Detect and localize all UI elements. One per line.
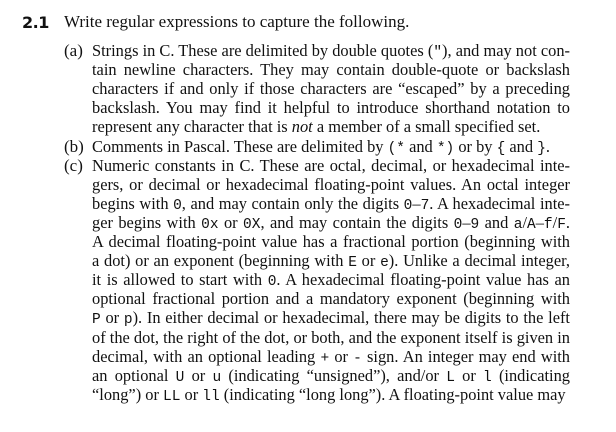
text-fragment: tain newline characters. They may contain double-quote or backslash <box>92 60 570 80</box>
text-fragment: an optional <box>92 365 176 385</box>
exercise-intro: Write regular expressions to capture the following. <box>64 12 410 31</box>
code-fragment: 0 <box>453 216 463 233</box>
part-label: (c) <box>64 155 83 175</box>
code-fragment: p <box>123 312 133 329</box>
text-fragment: , and may contain only the digits <box>181 193 404 213</box>
code-fragment: + <box>320 350 330 367</box>
code-fragment: A <box>527 216 536 233</box>
text-fragment: or <box>180 384 203 404</box>
text-fragment: “long”) or <box>92 384 163 404</box>
text-fragment: or <box>218 212 244 232</box>
text-fragment: or by <box>454 136 497 156</box>
text-fragment: (indicating <box>491 365 570 385</box>
text-line <box>92 328 570 347</box>
text-fragment: ). In either decimal or hexadecimal, there may be digits to the left <box>132 308 570 328</box>
code-fragment: P <box>92 312 101 329</box>
code-fragment: 0x <box>201 216 219 233</box>
text-fragment: / <box>552 212 558 232</box>
code-fragment: - <box>353 350 362 367</box>
text-fragment: / <box>522 212 528 232</box>
text-line <box>92 289 570 308</box>
emphasis-text: not <box>291 117 313 137</box>
code-fragment: a <box>513 216 523 233</box>
text-fragment: Strings in C. These are delimited by double quotes ( <box>92 41 434 60</box>
text-fragment: or <box>454 365 484 385</box>
text-fragment: , and may contain the digits <box>260 212 454 232</box>
text-fragment: . <box>545 136 550 156</box>
code-fragment: e <box>380 255 389 272</box>
text-fragment: or <box>329 346 354 366</box>
code-fragment: 0 <box>173 197 182 214</box>
text-fragment: of the dot, the right of the dot, or both, and the exponent itself is given in <box>92 327 570 347</box>
text-fragment: or <box>100 308 124 328</box>
code-fragment: " <box>433 45 443 61</box>
text-fragment: gers, or decimal or hexadecimal floating-point values. An octal integer <box>92 174 570 194</box>
text-fragment: (indicating “unsigned”), and/or <box>221 365 447 385</box>
text-fragment: a dot) or an exponent (beginning with <box>92 251 349 271</box>
text-fragment: characters if and only if those characters are “escaped” by a preceding <box>92 79 570 99</box>
text-fragment: and <box>505 136 538 156</box>
text-fragment: Comments in Pascal. These are delimited by <box>92 136 388 156</box>
text-fragment: a member of a small specified set. <box>312 117 541 137</box>
text-fragment: decimal, with an optional leading <box>92 346 321 366</box>
text-fragment: represent any character that is <box>92 117 292 137</box>
code-fragment: { <box>496 140 506 157</box>
code-fragment: 7 <box>420 197 430 214</box>
text-fragment: ). Unlike a decimal integer, <box>388 251 571 271</box>
text-fragment: (indicating “long long”). A floating-point value may <box>219 384 566 404</box>
text-fragment: . A hexadecimal floating-point value has an <box>276 270 570 290</box>
code-fragment: L <box>446 369 455 386</box>
text-line <box>92 385 570 407</box>
code-fragment: LL <box>163 388 181 405</box>
exercise-number: 2.1 <box>22 13 49 32</box>
text-fragment: . A hexadecimal inte- <box>429 193 570 213</box>
text-fragment: it is allowed to start with <box>92 270 268 290</box>
text-fragment: A decimal floating-point value has a fractional portion (beginning with <box>92 232 570 251</box>
text-line <box>92 79 570 98</box>
text-fragment: Numeric constants in C. These are octal, decimal, or hexadecimal inte- <box>92 155 570 175</box>
text-fragment: sign. An integer may end with <box>361 346 570 366</box>
text-line <box>92 60 570 79</box>
text-fragment: backslash. You may find it helpful to introduce shorthand notation to <box>92 98 570 118</box>
text-line <box>92 232 570 251</box>
part-label: (a) <box>64 41 83 60</box>
code-fragment: U <box>175 369 185 386</box>
code-fragment: 0 <box>267 274 277 291</box>
code-fragment: u <box>212 369 222 386</box>
code-fragment: 0 <box>403 197 413 214</box>
text-fragment: or <box>184 365 213 385</box>
part-label: (b) <box>64 136 84 156</box>
code-fragment: f <box>543 216 553 233</box>
text-fragment: optional fractional portion and a mandatory exponent (beginning with <box>92 289 570 309</box>
code-fragment: l <box>483 369 492 386</box>
text-fragment: . <box>565 212 570 232</box>
text-fragment: – <box>535 212 544 232</box>
code-fragment: 0X <box>243 216 261 233</box>
code-fragment: (* <box>387 140 405 157</box>
text-line <box>92 175 570 194</box>
text-line <box>92 156 570 175</box>
code-fragment: F <box>557 216 566 233</box>
text-fragment: or <box>356 251 381 271</box>
code-fragment: *) <box>436 140 455 157</box>
text-fragment: ), and may not con- <box>442 41 570 60</box>
text-fragment: – <box>412 193 421 213</box>
text-fragment: – <box>462 212 471 232</box>
code-fragment: E <box>348 255 357 272</box>
text-line <box>92 98 570 117</box>
text-fragment: ger begins with <box>92 212 202 232</box>
text-fragment: begins with <box>92 193 174 213</box>
code-fragment: } <box>537 140 546 157</box>
code-fragment: ll <box>202 388 220 405</box>
code-fragment: 9 <box>470 216 480 233</box>
text-line <box>92 117 570 136</box>
text-fragment: and <box>404 136 437 156</box>
text-fragment: and <box>479 212 514 232</box>
